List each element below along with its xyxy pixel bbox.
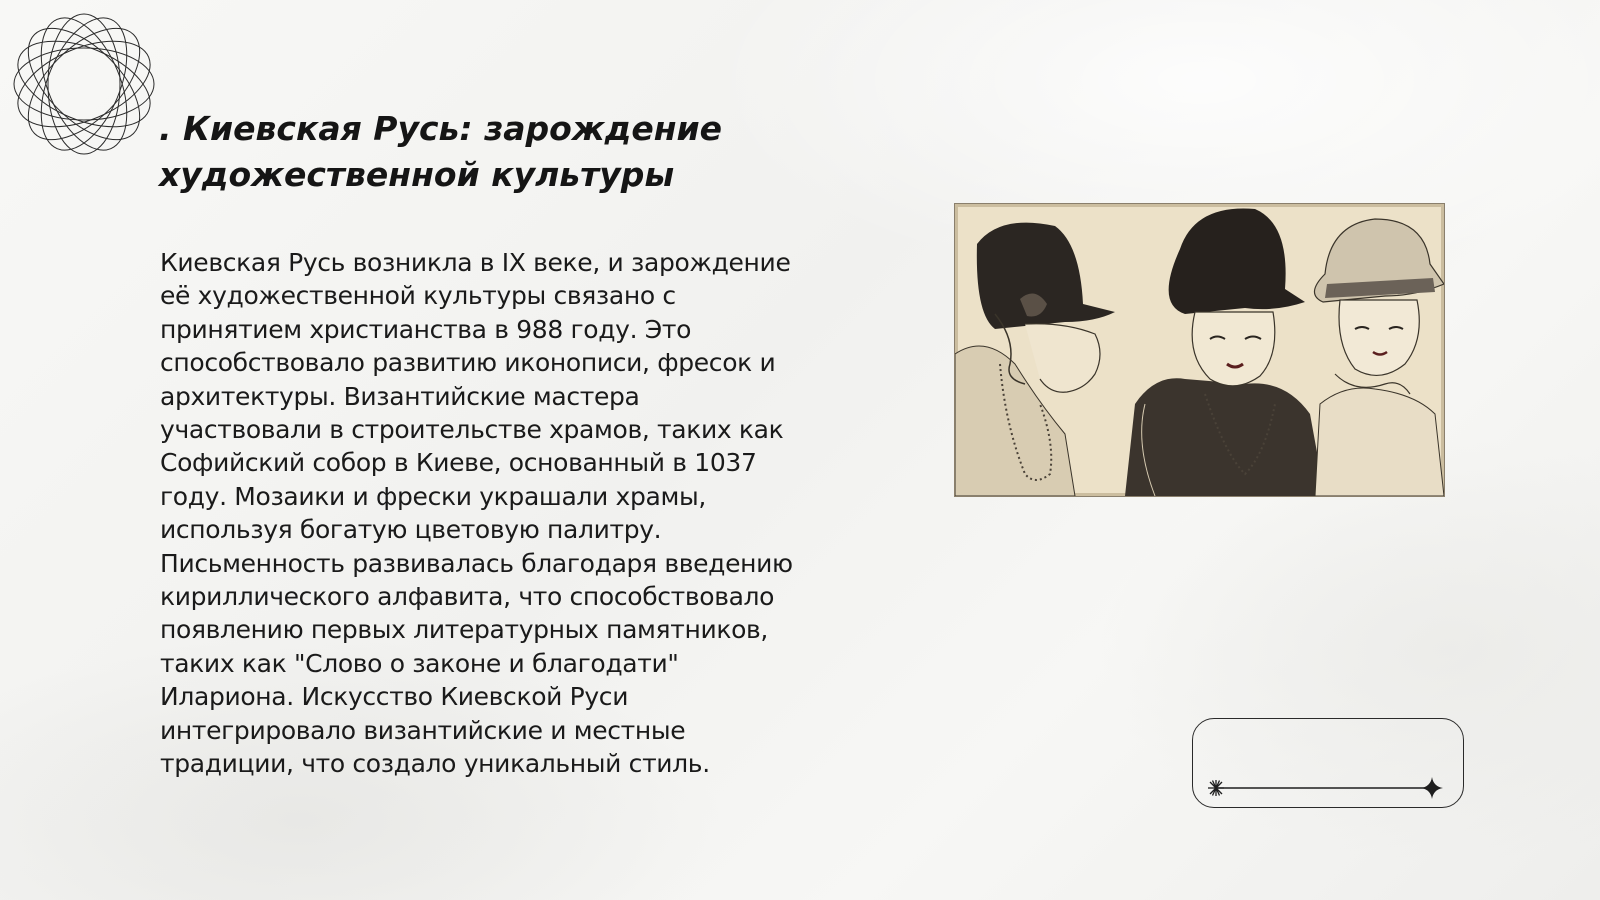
orbit-rings-icon <box>10 10 158 158</box>
body-paragraph: Киевская Русь возникла в IX веке, и зарождение её художественной культуры связано с принятием христианства в 988 году. Это способствовало развитию иконописи, фресок и архитектуры. Византийские мастера участвовали в строительстве храмов, таких как Софийский собор в Киеве, основанный в 1037 году. Мозаики и фрески украшали храмы, используя богатую цветовую палитру. Письменность развивалась благодаря введению кириллического алфавита, что способствовало появлению первых литературных памятников, таких как "Слово о законе и благодати" Илариона. Искусство Киевской Руси интегрировало византийские и местные традиции, что создало уникальный стиль. <box>160 248 793 779</box>
slide-title: . Киевская Русь: зарождение художественной культуры <box>159 109 723 194</box>
vintage-illustration <box>954 203 1445 497</box>
sparkle-line-icon <box>1200 775 1450 801</box>
